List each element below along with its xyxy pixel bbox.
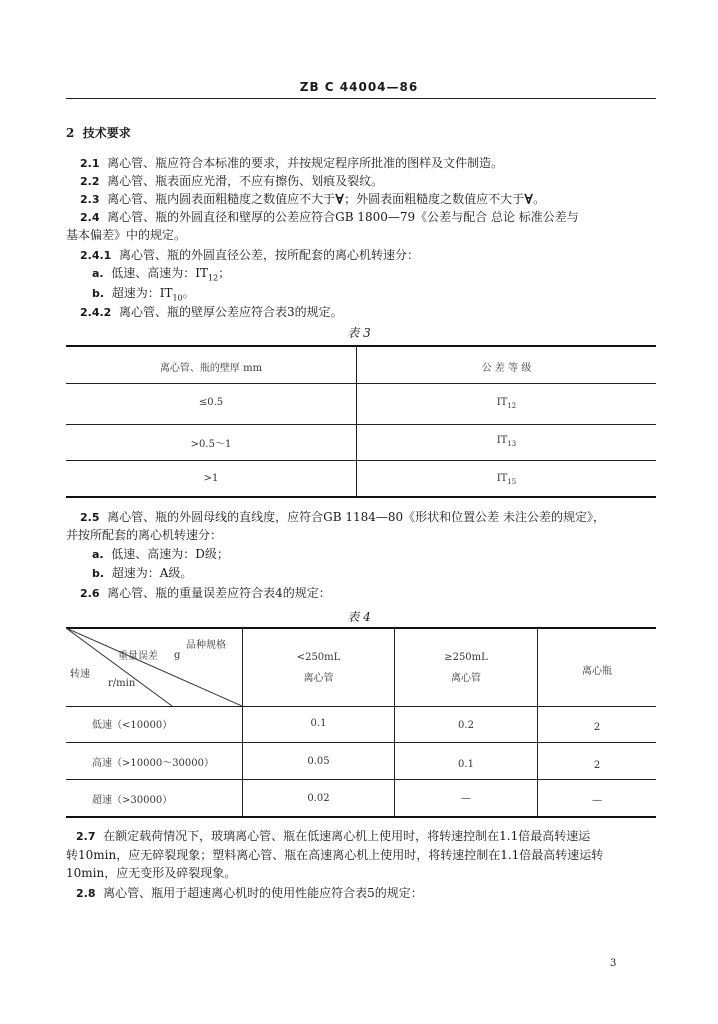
clause-2-5-b: b. 超速为：A级。: [92, 566, 193, 580]
table-3-caption: 表 3: [347, 326, 371, 340]
clause-2-4-1-a: a. 低速、高速为：$IT_{12}$；: [92, 266, 231, 283]
table-4-cell: —: [592, 795, 602, 806]
table-4-row-speed: 高速（>10000～30000）: [92, 758, 215, 769]
table-3-cell-range: >0.5～1: [190, 439, 232, 450]
table-4-cell: 2: [593, 722, 601, 733]
table-4-caption: 表 4: [347, 610, 371, 624]
clause-2-4: 2.4 离心管、瓶的外圆直径和壁厚的公差应符合GB 1800—79《公差与配合 总论 标准公差与: [80, 210, 579, 224]
clause-2-4-2: 2.4.2 离心管、瓶的壁厚公差应符合表3的规定。: [80, 305, 343, 319]
table-3-cell-range: >1: [203, 473, 219, 484]
clause-2-8: 2.8 离心管、瓶用于超速离心机时的使用性能应符合表5的规定：: [76, 886, 423, 900]
clause-2-4-1: 2.4.1 离心管、瓶的外圆直径公差，按所配套的离心机转速分：: [80, 248, 419, 262]
table-4-cell: 2: [593, 760, 601, 771]
clause-2-3: 2.3 离心管、瓶内圆表面粗糙度之数值应不大于∀；外圆表面粗糙度之数值应不大于∀。: [80, 192, 546, 208]
table-4-header-bottle: 离心瓶: [582, 666, 612, 677]
clause-2-4-cont: 基本偏差》中的规定。: [66, 228, 187, 242]
table-4-corner-weight: 重量误差: [118, 651, 158, 662]
table-4-header-small-tube: <250mL 离心管: [296, 652, 341, 684]
table-4-cell: 0.02: [307, 793, 330, 804]
table-3-cell-grade: $IT_{12}$: [496, 397, 517, 410]
header-rule: [66, 98, 656, 99]
clause-2-5: 2.5 离心管、瓶的外圆母线的直线度，应符合GB 1184—80《形状和位置公差 未注公差的规定》，: [80, 510, 605, 524]
table-4-corner-speed-unit: r/min: [108, 678, 136, 689]
table-4-corner-spec: 品种规格: [186, 640, 226, 651]
table-3-cell-range: ≤0.5: [198, 397, 224, 408]
clause-2-5-a: a. 低速、高速为：D级；: [92, 547, 229, 561]
clause-2-7: 2.7 在额定载荷情况下，玻璃离心管、瓶在低速离心机上使用时，将转速控制在1.1倍最高转速运: [76, 829, 591, 843]
roughness-symbol-icon: ∀: [335, 192, 345, 208]
clause-2-4-1-b: b. 超速为：$IT_{10}$。: [92, 286, 195, 303]
table-4-row-speed: 超速（>30000）: [92, 795, 173, 806]
table-4-corner-unit: g: [174, 650, 181, 661]
table-3-header-thickness: 离心管、瓶的壁厚 mm: [159, 363, 263, 374]
page-number: 3: [610, 958, 617, 969]
clause-2-6: 2.6 离心管、瓶的重量误差应符合表4的规定：: [80, 586, 331, 600]
table-4-row-speed: 低速（<10000）: [92, 720, 173, 731]
table-4-cell: 0.1: [458, 759, 474, 770]
section-heading: 2 技术要求: [66, 126, 131, 140]
table-4-corner-speed: 转速: [70, 669, 90, 680]
table-4-cell: —: [461, 793, 471, 804]
table-4-cell: 0.2: [458, 720, 474, 731]
clause-2-7-cont: 10min，应无变形及碎裂现象。: [66, 866, 237, 880]
clause-2-5-cont: 并按所配套的离心机转速分：: [66, 528, 223, 542]
clause-2-7-cont: 转10min，应无碎裂现象；塑料离心管、瓶在高速离心机上使用时，将转速控制在1.1倍最高转速运转: [66, 848, 604, 862]
clause-2-1: 2.1 离心管、瓶应符合本标准的要求，并按规定程序所批准的图样及文件制造。: [80, 156, 504, 170]
table-3-cell-grade: $IT_{13}$: [496, 435, 517, 448]
table-3-header-grade: 公 差 等 级: [481, 363, 532, 374]
table-4-header-large-tube: ≥250mL 离心管: [444, 652, 488, 684]
roughness-symbol-icon: ∀: [524, 192, 534, 208]
table-4-cell: 0.05: [307, 756, 330, 767]
clause-2-2: 2.2 离心管、瓶表面应光滑，不应有擦伤、划痕及裂纹。: [80, 174, 384, 188]
table-3-cell-grade: $IT_{15}$: [496, 473, 517, 486]
table-4-cell: 0.1: [310, 718, 327, 729]
standard-number-header: ZB C 44004—86: [299, 80, 419, 94]
